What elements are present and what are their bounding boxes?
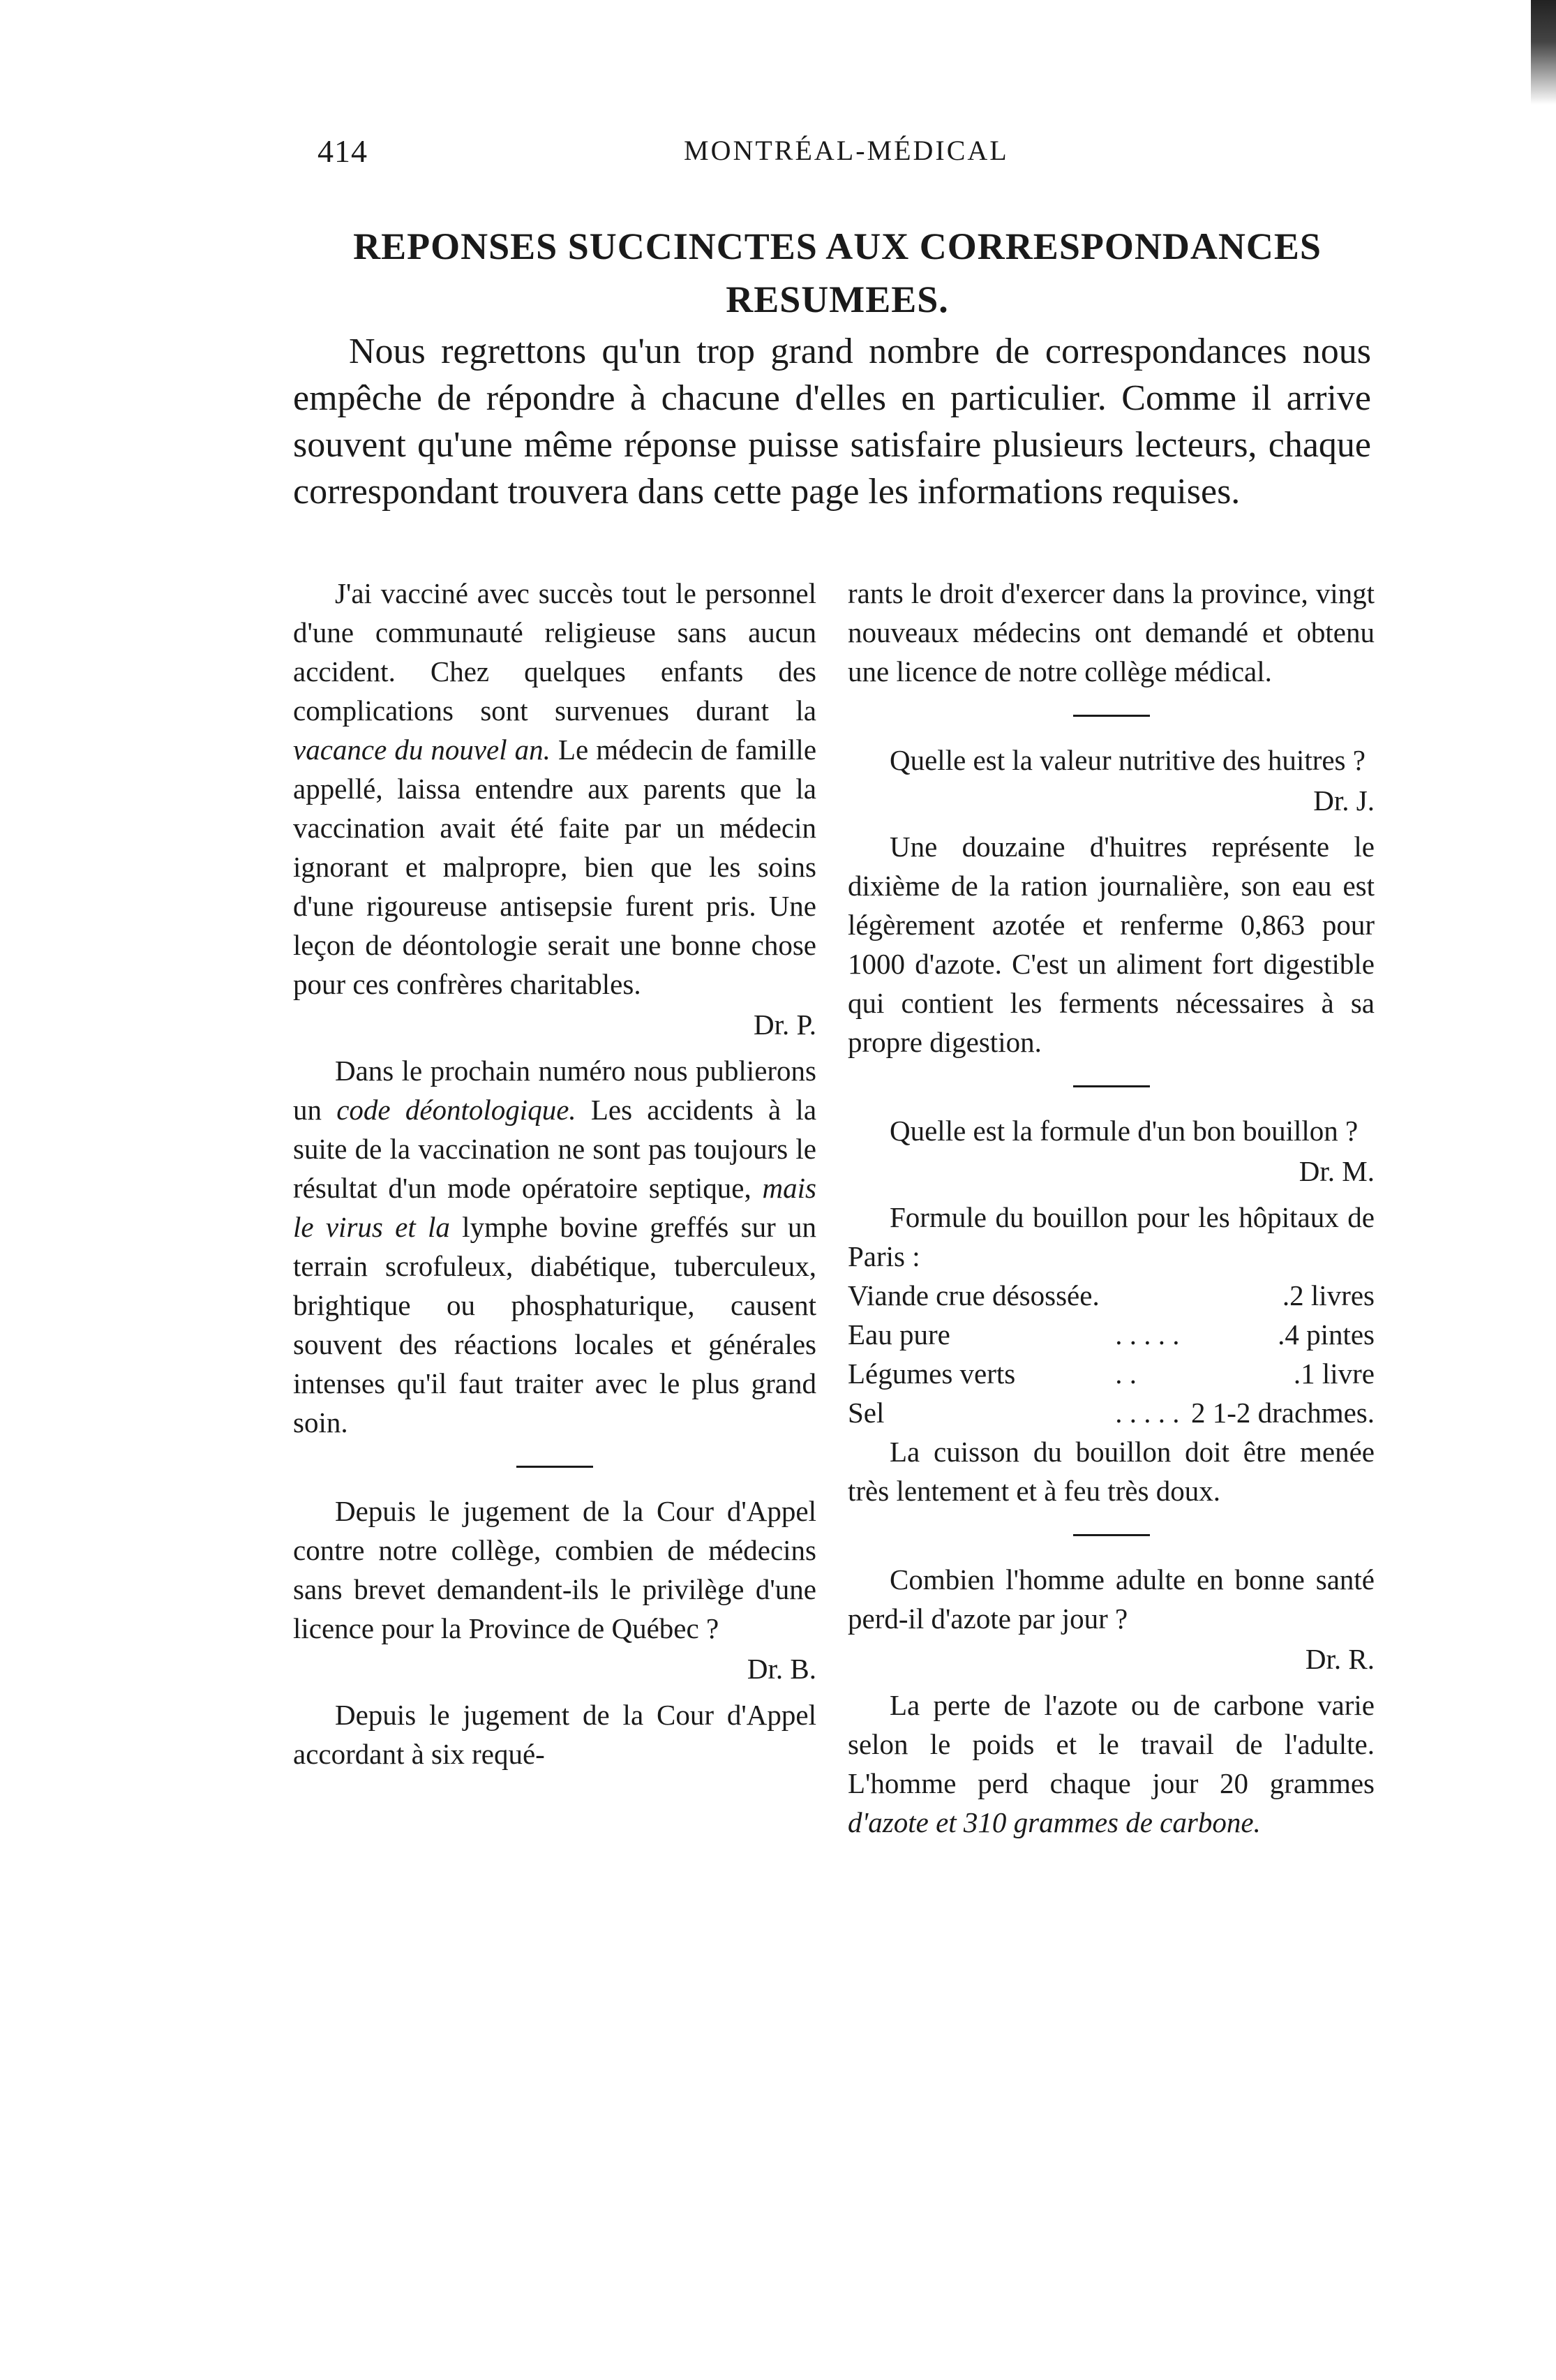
page-number: 414 xyxy=(317,133,368,169)
answer-vaccination-em2: mais le virus et la xyxy=(293,1172,816,1243)
signature-dr-b: Dr. B. xyxy=(747,1653,816,1685)
title-line-1: REPONSES SUCCINCTES AUX CORRESPONDANCES xyxy=(353,225,1322,267)
question-licence: Depuis le jugement de la Cour d'Appel contre notre collège, combien de médecins sans brevet demandent-ils le privilège d'une licence pour la Province de Québec ? xyxy=(293,1495,816,1644)
bouillon-recipe-table xyxy=(848,1276,1375,1432)
recipe-item: Eau pure xyxy=(848,1318,950,1351)
letter-vaccination-em: vacance du nouvel an. xyxy=(293,734,551,766)
recipe-row xyxy=(848,1354,1375,1393)
answer-vaccination-b: Les accidents à la suite de la vaccination ne sont pas toujours le résultat d'un mode opératoire septique, xyxy=(293,1094,817,1204)
signature-dr-p: Dr. P. xyxy=(753,1009,816,1041)
recipe-item: Sel xyxy=(848,1397,885,1429)
section-divider xyxy=(516,1466,593,1468)
answer-azote xyxy=(848,1686,1375,1842)
answer-vaccination-c: lymphe bovine greffés sur un terrain scrofuleux, diabétique, tuberculeux, brightique ou phosphaturique, causent souvent des réactions locales et générales intenses qu'il faut traiter avec le plus grand soin. xyxy=(293,1211,817,1438)
left-column xyxy=(293,574,816,1773)
answer-licence-continued: rants le droit d'exercer dans la province, vingt nouveaux médecins ont demandé et obtenu une licence de notre collège médical. xyxy=(848,577,1375,687)
recipe-dots xyxy=(1111,1276,1183,1315)
letter-vaccination xyxy=(293,574,816,1004)
scan-edge-mark xyxy=(1531,0,1556,105)
title-line-2: RESUMEES. xyxy=(726,278,949,320)
recipe-quantity: .1 livre xyxy=(1293,1358,1375,1390)
recipe-dots: . . xyxy=(1115,1358,1137,1390)
answer-azote-em: d'azote et 310 grammes de carbone. xyxy=(848,1806,1261,1838)
recipe-dots: . . . . . xyxy=(1115,1318,1180,1351)
recipe-row xyxy=(848,1393,1375,1432)
recipe-quantity: .2 livres xyxy=(1282,1279,1375,1311)
letter-vaccination-rest: Le médecin de famille appellé, laissa entendre aux parents que la vaccination avait été faite par un médecin ignorant et malpropre, bien que les soins d'une rigoureuse antisepsie furent pris. Une leçon de déontologie serait une bonne chose pour ces confrères charitables. xyxy=(293,734,817,1000)
recipe-row xyxy=(848,1315,1375,1354)
recipe-row xyxy=(848,1276,1375,1315)
recipe-item: Légumes verts xyxy=(848,1358,1016,1390)
question-huitres: Quelle est la valeur nutritive des huitres ? xyxy=(890,744,1366,776)
intro-paragraph xyxy=(293,328,1371,515)
signature-dr-j: Dr. J. xyxy=(1313,784,1375,817)
answer-bouillon-end: La cuisson du bouillon doit être menée très lentement et à feu très doux. xyxy=(848,1436,1375,1507)
recipe-quantity: .4 pintes xyxy=(1278,1318,1375,1351)
running-head: MONTRÉAL-MÉDICAL xyxy=(684,135,1009,166)
recipe-quantity: 2 1-2 drachmes. xyxy=(1191,1397,1375,1429)
recipe-dots: . . . . . xyxy=(1115,1397,1180,1429)
answer-vaccination-a: Dans le prochain numéro nous publierons un xyxy=(293,1055,816,1126)
recipe-item: Viande crue désossée. xyxy=(848,1279,1100,1311)
question-azote: Combien l'homme adulte en bonne santé perd-il d'azote par jour ? xyxy=(848,1563,1375,1635)
section-divider xyxy=(1073,1534,1150,1536)
signature-dr-r: Dr. R. xyxy=(1305,1643,1375,1675)
answer-bouillon-intro: Formule du bouillon pour les hôpitaux de Paris : xyxy=(848,1201,1375,1272)
intro-text: Nous regrettons qu'un trop grand nombre de correspondances nous empêche de répondre à chacune d'elles en particulier. Comme il arrive souvent qu'une même réponse puisse satisfaire plusieurs lecteurs, chaque correspondant trouvera dans cette page les informations requises. xyxy=(293,332,1371,512)
answer-huitres: Une douzaine d'huitres représente le dixième de la ration journalière, son eau est légèrement azotée et renferme 0,863 pour 1000 d'azote. C'est un aliment fort digestible qui contient les ferments nécessaires à sa propre digestion. xyxy=(848,831,1375,1058)
article-title xyxy=(293,220,1382,326)
section-divider xyxy=(1073,715,1150,717)
letter-vaccination-text: J'ai vacciné avec succès tout le personnel d'une communauté religieuse sans aucun accident. Chez quelques enfants des complications sont survenues durant la xyxy=(293,577,816,727)
answer-vaccination-em: code déontologique. xyxy=(336,1094,576,1126)
section-divider xyxy=(1073,1085,1150,1087)
answer-licence: Depuis le jugement de la Cour d'Appel accordant à six requé- xyxy=(293,1699,816,1770)
answer-vaccination xyxy=(293,1051,816,1442)
question-bouillon: Quelle est la formule d'un bon bouillon ? xyxy=(890,1115,1359,1147)
signature-dr-m: Dr. M. xyxy=(1299,1155,1375,1187)
right-column xyxy=(848,574,1375,1842)
answer-azote-text: La perte de l'azote ou de carbone varie selon le poids et le travail de l'adulte. L'homme perd chaque jour 20 grammes xyxy=(848,1689,1375,1799)
